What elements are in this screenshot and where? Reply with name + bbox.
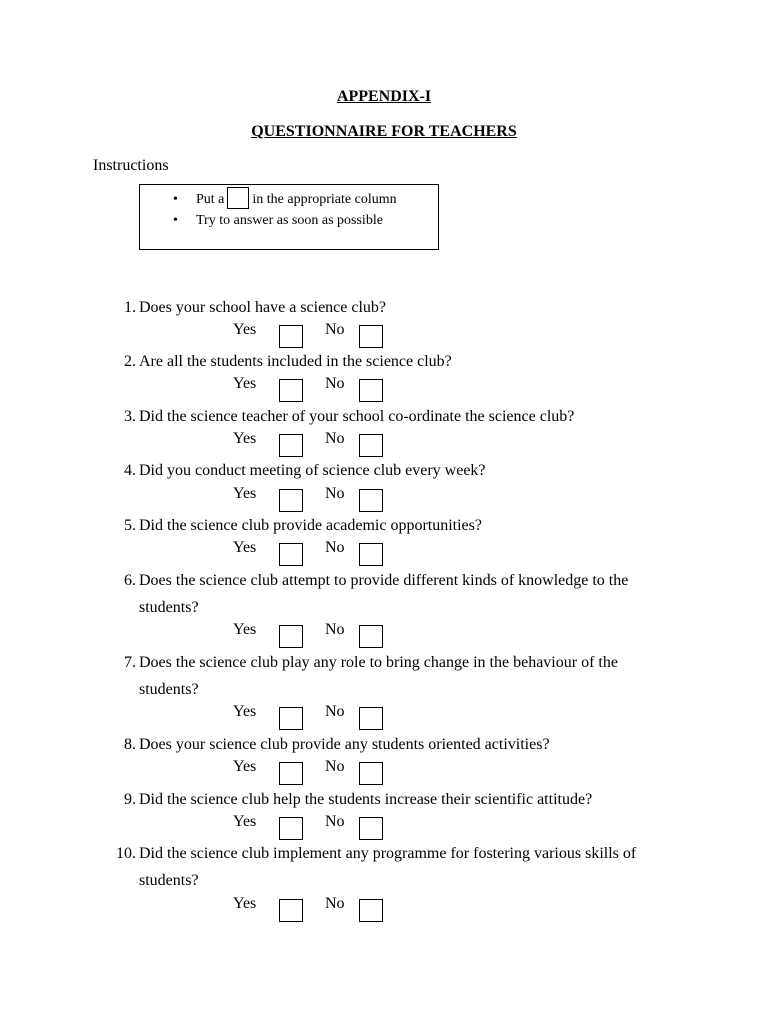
yes-checkbox[interactable] xyxy=(279,762,303,785)
no-checkbox[interactable] xyxy=(359,625,383,648)
yes-checkbox[interactable] xyxy=(279,817,303,840)
no-label: No xyxy=(325,703,345,720)
no-checkbox[interactable] xyxy=(359,543,383,566)
question-line: Did the science club provide academic opportunities? xyxy=(139,517,482,534)
yes-checkbox[interactable] xyxy=(279,899,303,922)
no-checkbox[interactable] xyxy=(359,379,383,402)
yes-label: Yes xyxy=(233,813,257,830)
no-label: No xyxy=(325,539,345,556)
no-label: No xyxy=(325,485,345,502)
page-title: QUESTIONNAIRE FOR TEACHERS xyxy=(251,123,517,140)
no-label: No xyxy=(325,813,345,830)
no-label: No xyxy=(325,621,345,638)
instructions-heading: Instructions xyxy=(93,157,169,174)
instruction-item xyxy=(140,190,438,210)
no-label: No xyxy=(325,321,345,338)
instructions-box xyxy=(139,184,439,250)
question-text xyxy=(139,649,659,703)
yes-label: Yes xyxy=(233,758,257,775)
no-checkbox[interactable] xyxy=(359,489,383,512)
sample-checkbox xyxy=(227,187,249,209)
yes-label: Yes xyxy=(233,321,257,338)
appendix-title: APPENDIX-I xyxy=(336,88,432,105)
question-line: Are all the students included in the science club? xyxy=(139,353,452,370)
question-line: Did the science club help the students increase their scientific attitude? xyxy=(139,791,593,808)
question-text xyxy=(139,567,659,621)
question-line: students? xyxy=(139,872,199,889)
question-number: 2. xyxy=(124,353,136,370)
question-number: 3. xyxy=(124,408,136,425)
question-text xyxy=(139,786,659,813)
answer-row xyxy=(0,539,768,565)
question-number: 8. xyxy=(124,736,136,753)
no-checkbox[interactable] xyxy=(359,707,383,730)
instruction-column: in the appropriate column xyxy=(252,192,397,207)
answer-row xyxy=(0,813,768,839)
question-text xyxy=(139,457,659,484)
answer-row xyxy=(0,375,768,401)
question-line: students? xyxy=(139,681,199,698)
question-text xyxy=(139,294,659,321)
question-line: students? xyxy=(139,599,199,616)
yes-checkbox[interactable] xyxy=(279,625,303,648)
question-text xyxy=(139,840,659,894)
no-label: No xyxy=(325,375,345,392)
no-label: No xyxy=(325,758,345,775)
yes-checkbox[interactable] xyxy=(279,325,303,348)
question-number: 1. xyxy=(124,299,136,316)
no-label: No xyxy=(325,895,345,912)
bullet-icon: • xyxy=(173,192,178,207)
question-number: 6. xyxy=(124,572,136,589)
answer-row xyxy=(0,485,768,511)
question-number: 5. xyxy=(124,517,136,534)
yes-label: Yes xyxy=(233,539,257,556)
yes-label: Yes xyxy=(233,485,257,502)
question-number: 4. xyxy=(124,462,136,479)
answer-row xyxy=(0,758,768,784)
yes-label: Yes xyxy=(233,703,257,720)
yes-label: Yes xyxy=(233,895,257,912)
question-text xyxy=(139,348,659,375)
yes-checkbox[interactable] xyxy=(279,434,303,457)
instruction-item xyxy=(140,211,438,231)
instruction-try-answer: Try to answer as soon as possible xyxy=(196,213,383,228)
yes-label: Yes xyxy=(233,375,257,392)
yes-label: Yes xyxy=(233,430,257,447)
answer-row xyxy=(0,321,768,347)
yes-checkbox[interactable] xyxy=(279,379,303,402)
question-line: Did you conduct meeting of science club every week? xyxy=(139,462,486,479)
answer-row xyxy=(0,621,768,647)
answer-row xyxy=(0,895,768,921)
question-line: Did the science teacher of your school co-ordinate the science club? xyxy=(139,408,575,425)
question-text xyxy=(139,512,659,539)
question-line: Does the science club attempt to provide different kinds of knowledge to the xyxy=(139,572,629,589)
instruction-put-a: Put a xyxy=(196,192,225,207)
yes-label: Yes xyxy=(233,621,257,638)
question-line: Does your science club provide any students oriented activities? xyxy=(139,736,550,753)
yes-checkbox[interactable] xyxy=(279,707,303,730)
no-checkbox[interactable] xyxy=(359,762,383,785)
question-number: 7. xyxy=(124,654,136,671)
answer-row xyxy=(0,430,768,456)
no-checkbox[interactable] xyxy=(359,899,383,922)
question-line: Does the science club play any role to bring change in the behaviour of the xyxy=(139,654,618,671)
yes-checkbox[interactable] xyxy=(279,489,303,512)
bullet-icon: • xyxy=(173,213,178,228)
question-number: 9. xyxy=(124,791,136,808)
yes-checkbox[interactable] xyxy=(279,543,303,566)
question-line: Does your school have a science club? xyxy=(139,299,387,316)
question-text xyxy=(139,731,659,758)
question-text xyxy=(139,403,659,430)
no-checkbox[interactable] xyxy=(359,817,383,840)
answer-row xyxy=(0,703,768,729)
no-checkbox[interactable] xyxy=(359,434,383,457)
no-checkbox[interactable] xyxy=(359,325,383,348)
question-line: Did the science club implement any programme for fostering various skills of xyxy=(139,845,637,862)
question-number: 10. xyxy=(116,845,136,862)
no-label: No xyxy=(325,430,345,447)
